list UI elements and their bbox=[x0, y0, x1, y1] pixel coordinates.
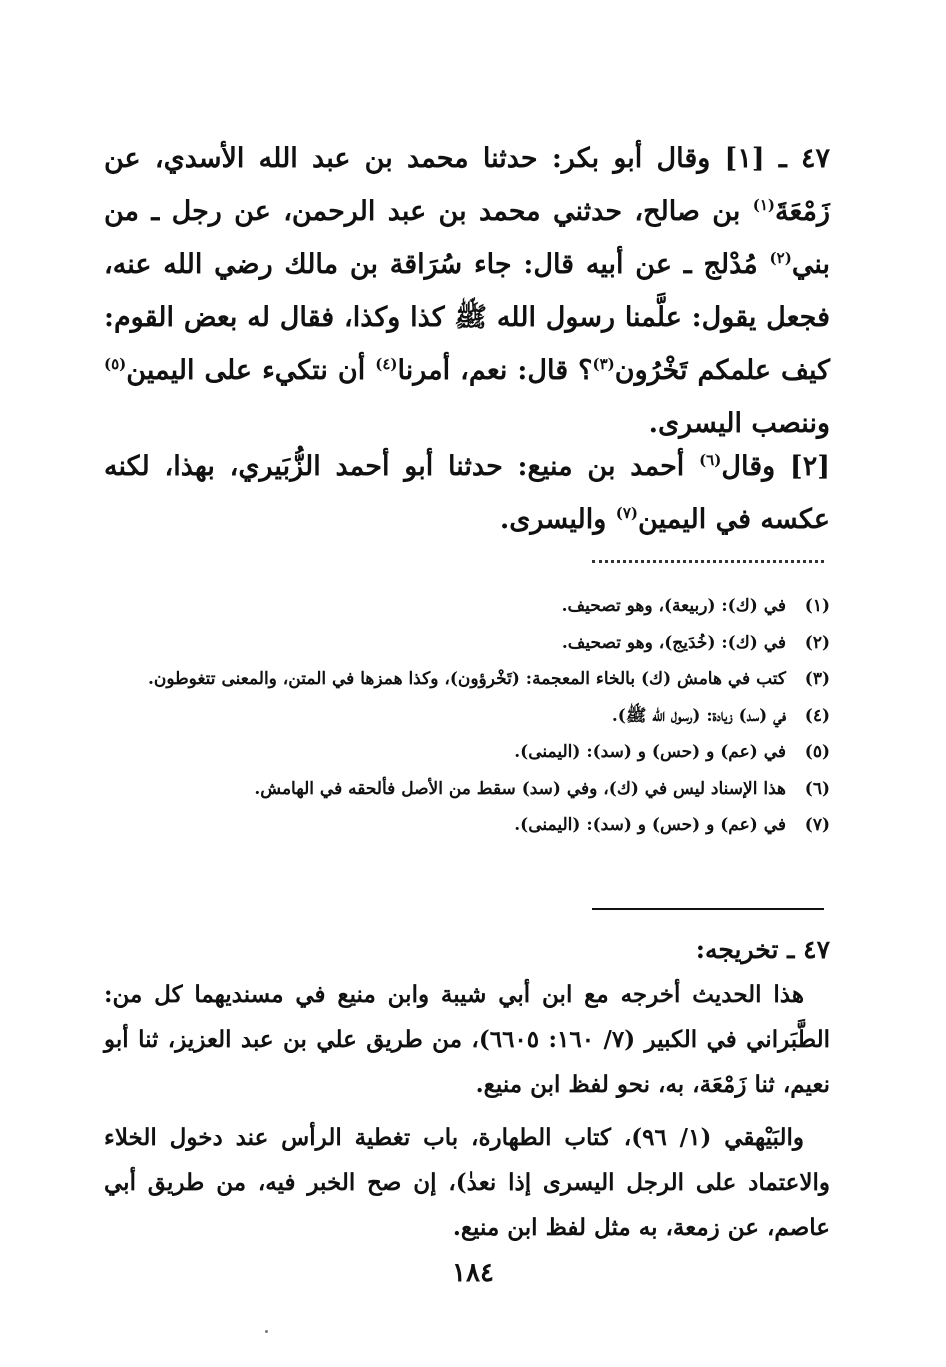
text-run: مُدْلج ـ عن أبيه قال: جاء سُرَاقة بن مالك رضي الله عنه، فجعل يقول: علَّمنا رسول الله ﷺ كذا وكذا، فقال له بعض القوم: كيف علمكم تَخْرُون bbox=[104, 249, 830, 386]
footnote-number: (٢) bbox=[804, 632, 830, 653]
footnote-ref-3: (٣) bbox=[592, 355, 615, 373]
text-run: واليسرى. bbox=[499, 504, 616, 535]
text-run: ؟ قال: نعم، أمرنا bbox=[397, 355, 593, 386]
hadith-47-text bbox=[104, 132, 830, 450]
hadith-paragraph-2 bbox=[104, 440, 830, 546]
text-run: [٢] وقال bbox=[721, 451, 830, 482]
footnote-ref-5: (٥) bbox=[104, 355, 127, 373]
footnotes bbox=[104, 588, 830, 844]
footnote-item bbox=[104, 588, 830, 625]
footnote-ref-4: (٤) bbox=[375, 355, 398, 373]
footnote-text: في (ك): (ربيعة)، وهو تصحيف. bbox=[561, 596, 786, 616]
footnote-number: (٦) bbox=[804, 778, 830, 799]
section-separator-line bbox=[592, 908, 824, 910]
footnote-item bbox=[104, 807, 830, 844]
hadith-paragraph-1 bbox=[104, 132, 830, 450]
footnote-item bbox=[104, 661, 830, 698]
footnote-ref-2: (٢) bbox=[769, 249, 792, 267]
footnote-text: هذا الإسناد ليس في (ك)، وفي (سد) سقط من الأصل فألحقه في الهامش. bbox=[254, 778, 786, 799]
hadith-47-2-text bbox=[104, 440, 830, 546]
footnote-number: (٣) bbox=[804, 669, 830, 689]
footnote-number: (٤) bbox=[804, 705, 830, 726]
footnote-text: كتب في هامش (ك) بالخاء المعجمة: (تَخْرؤون)، وكذا همزها في المتن، والمعنى تتغوطون. bbox=[147, 669, 786, 689]
footnote-number: (١) bbox=[804, 596, 830, 616]
footnote-item bbox=[104, 698, 830, 735]
text-run: أحمد بن منيع: حدثنا أبو أحمد الزُّبَيري، بهذا، لكنه عكسه في اليمين bbox=[104, 451, 830, 535]
text-run: أن نتكيء على اليمين bbox=[126, 355, 376, 386]
takhrij-body bbox=[104, 972, 830, 1250]
footnote-ref-6: (٦) bbox=[699, 451, 722, 469]
takhrij-paragraph-2: والبَيْهقي (١/ ٩٦)، كتاب الطهارة، باب تغطية الرأس عند دخول الخلاء والاعتماد على الرجل اليسرى إذا نعدٰ)، إن صح الخبر فيه، من طريق أبي عاصم، عن زمعة، به مثل لفظ ابن منيع. bbox=[104, 1124, 830, 1241]
footnote-text: في (عم) و (حس) و (سد): (اليمنى). bbox=[514, 742, 786, 762]
footnote-ref-7: (٧) bbox=[615, 504, 639, 522]
takhrij-heading: ٤٧ ـ تخريجه: bbox=[695, 935, 830, 964]
footnote-item bbox=[104, 771, 830, 808]
footnote-text: في (ك): (خُدَيج)، وهو تصحيف. bbox=[561, 632, 786, 653]
footnote-item bbox=[104, 625, 830, 662]
footnote-text: في (عم) و (حس) و (سد): (اليمنى). bbox=[514, 815, 786, 835]
page-number: ١٨٤ bbox=[452, 1258, 494, 1288]
scan-speck bbox=[265, 1330, 268, 1333]
footnote-number: (٧) bbox=[804, 815, 830, 835]
text-run: وننصب اليسرى. bbox=[648, 408, 830, 439]
footnote-number: (٥) bbox=[804, 742, 830, 762]
takhrij-paragraph-1: هذا الحديث أخرجه مع ابن أبي شيبة وابن منيع في مسنديهما كل من: الطَّبَراني في الكبير (٧/ ١٦٠: ٦٦٠٥)، من طريق علي بن عبد العزيز، ثنا أبو نعيم، ثنا زَمْعَة، به، نحو لفظ ابن منيع. bbox=[104, 981, 830, 1098]
text-run: ٤٧ ـ [١] وقال أبو بكر: حدثنا محمد بن عبد الله الأسدي، عن زَمْعَةَ bbox=[104, 143, 830, 227]
footnote-ref-1: (١) bbox=[752, 196, 775, 214]
footnote-item bbox=[104, 734, 830, 771]
footnote-text: في (سد) زيادة: (رسول الله ﷺ). bbox=[611, 705, 786, 726]
text-run: بن صالح، حدثني محمد بن عبد الرحمن، عن رجل ـ من بني bbox=[104, 196, 830, 280]
footnote-separator-dotted bbox=[592, 560, 824, 567]
